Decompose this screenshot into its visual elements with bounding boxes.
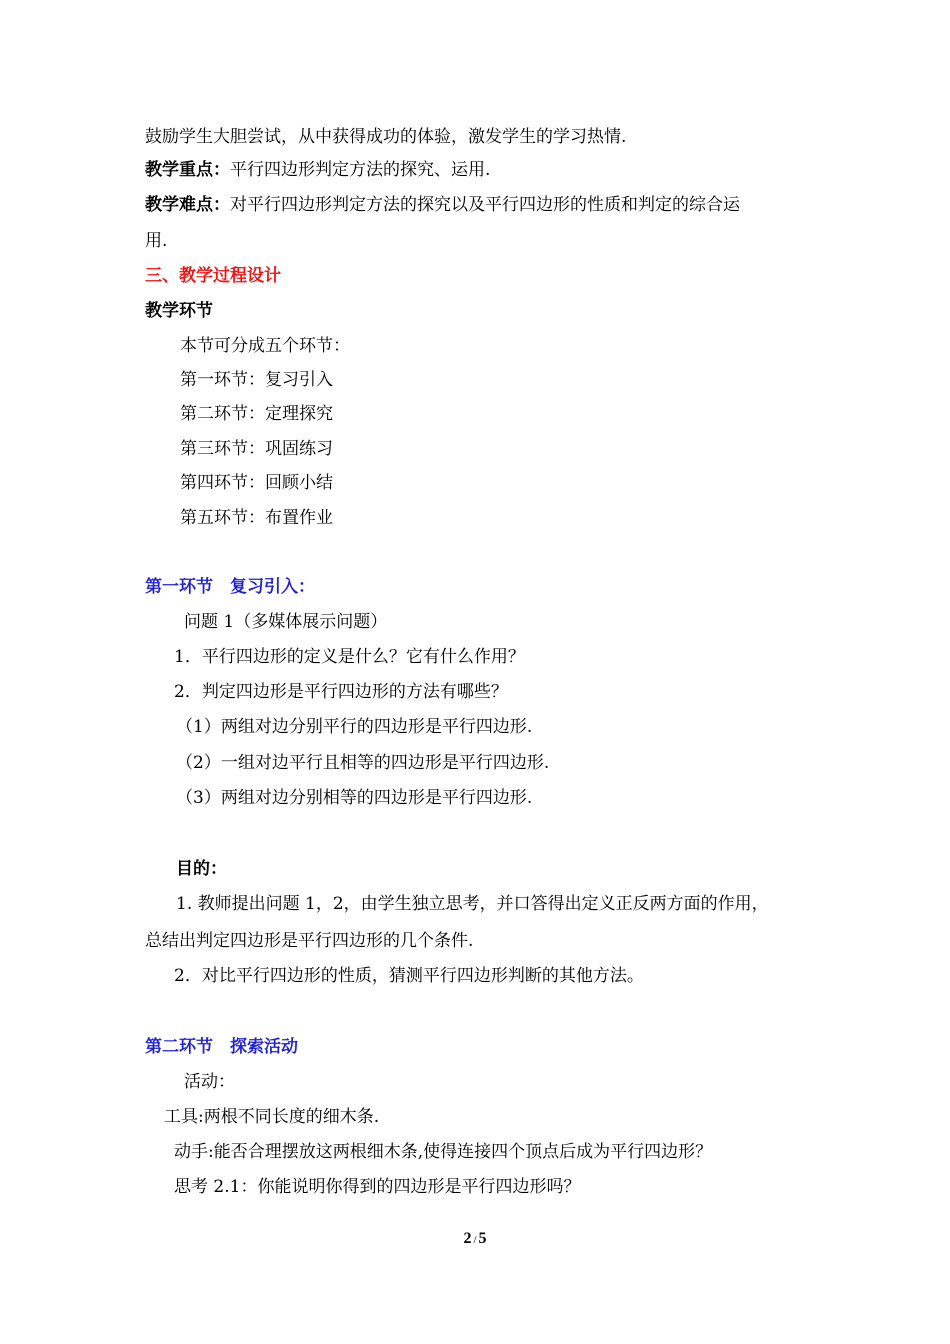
page-total: 5 [478,1230,487,1247]
section3-title: 三、教学过程设计 [145,266,281,286]
focus-text: 平行四边形判定方法的探究、运用. [230,160,491,180]
intro-tail: 鼓励学生大胆尝试，从中获得成功的体验，激发学生的学习热情. [145,127,627,147]
question-2: 2．判定四边形是平行四边形的方法有哪些？ [174,682,508,702]
question-label: 问题 1（多媒体展示问题） [184,612,388,632]
method-item: （1）两组对边分别平行的四边形是平行四边形. [176,717,533,737]
stage-item: 第四环节：回顾小结 [180,473,333,493]
part1-title: 第一环节 复习引入： [145,577,315,597]
difficulty-text-cont: 用. [145,231,168,251]
stage-item: 第一环节：复习引入 [180,370,333,390]
page-number: 2 [463,1230,472,1247]
stage-item: 第二环节：定理探究 [180,404,333,424]
method-item: （2）一组对边平行且相等的四边形是平行四边形. [176,753,550,773]
page-footer [0,1230,950,1248]
stage-item: 第三环节：巩固练习 [180,439,333,459]
part2-title: 第二环节 探索活动 [145,1037,298,1057]
question-1: 1．平行四边形的定义是什么？它有什么作用？ [174,647,525,667]
stage-item: 第五环节：布置作业 [180,508,333,528]
hands-on-line: 动手:能否合理摆放这两根细木条,使得连接四个顶点后成为平行四边形？ [174,1142,713,1162]
difficulty-text: 对平行四边形判定方法的探究以及平行四边形的性质和判定的综合运 [230,195,740,215]
focus-line [145,162,490,179]
stage-heading: 教学环节 [145,301,213,321]
difficulty-label: 教学难点： [145,195,230,215]
purpose-1: 1. 教师提出问题 1，2，由学生独立思考，并口答得出定义正反两方面的作用， [176,894,769,914]
purpose-2: 2．对比平行四边形的性质，猜测平行四边形判断的其他方法。 [174,966,644,986]
stages-intro: 本节可分成五个环节： [180,336,350,356]
activity-label: 活动： [184,1072,235,1092]
page-separator: / [473,1234,477,1246]
purpose-1-cont: 总结出判定四边形是平行四边形的几个条件. [145,931,474,951]
method-item: （3）两组对边分别相等的四边形是平行四边形. [176,788,533,808]
focus-label: 教学重点： [145,160,230,180]
think-line: 思考 2.1：你能说明你得到的四边形是平行四边形吗？ [174,1177,581,1197]
difficulty-line [145,197,740,214]
tools-line: 工具:两根不同长度的细木条. [164,1107,380,1127]
purpose-label: 目的： [176,859,227,879]
